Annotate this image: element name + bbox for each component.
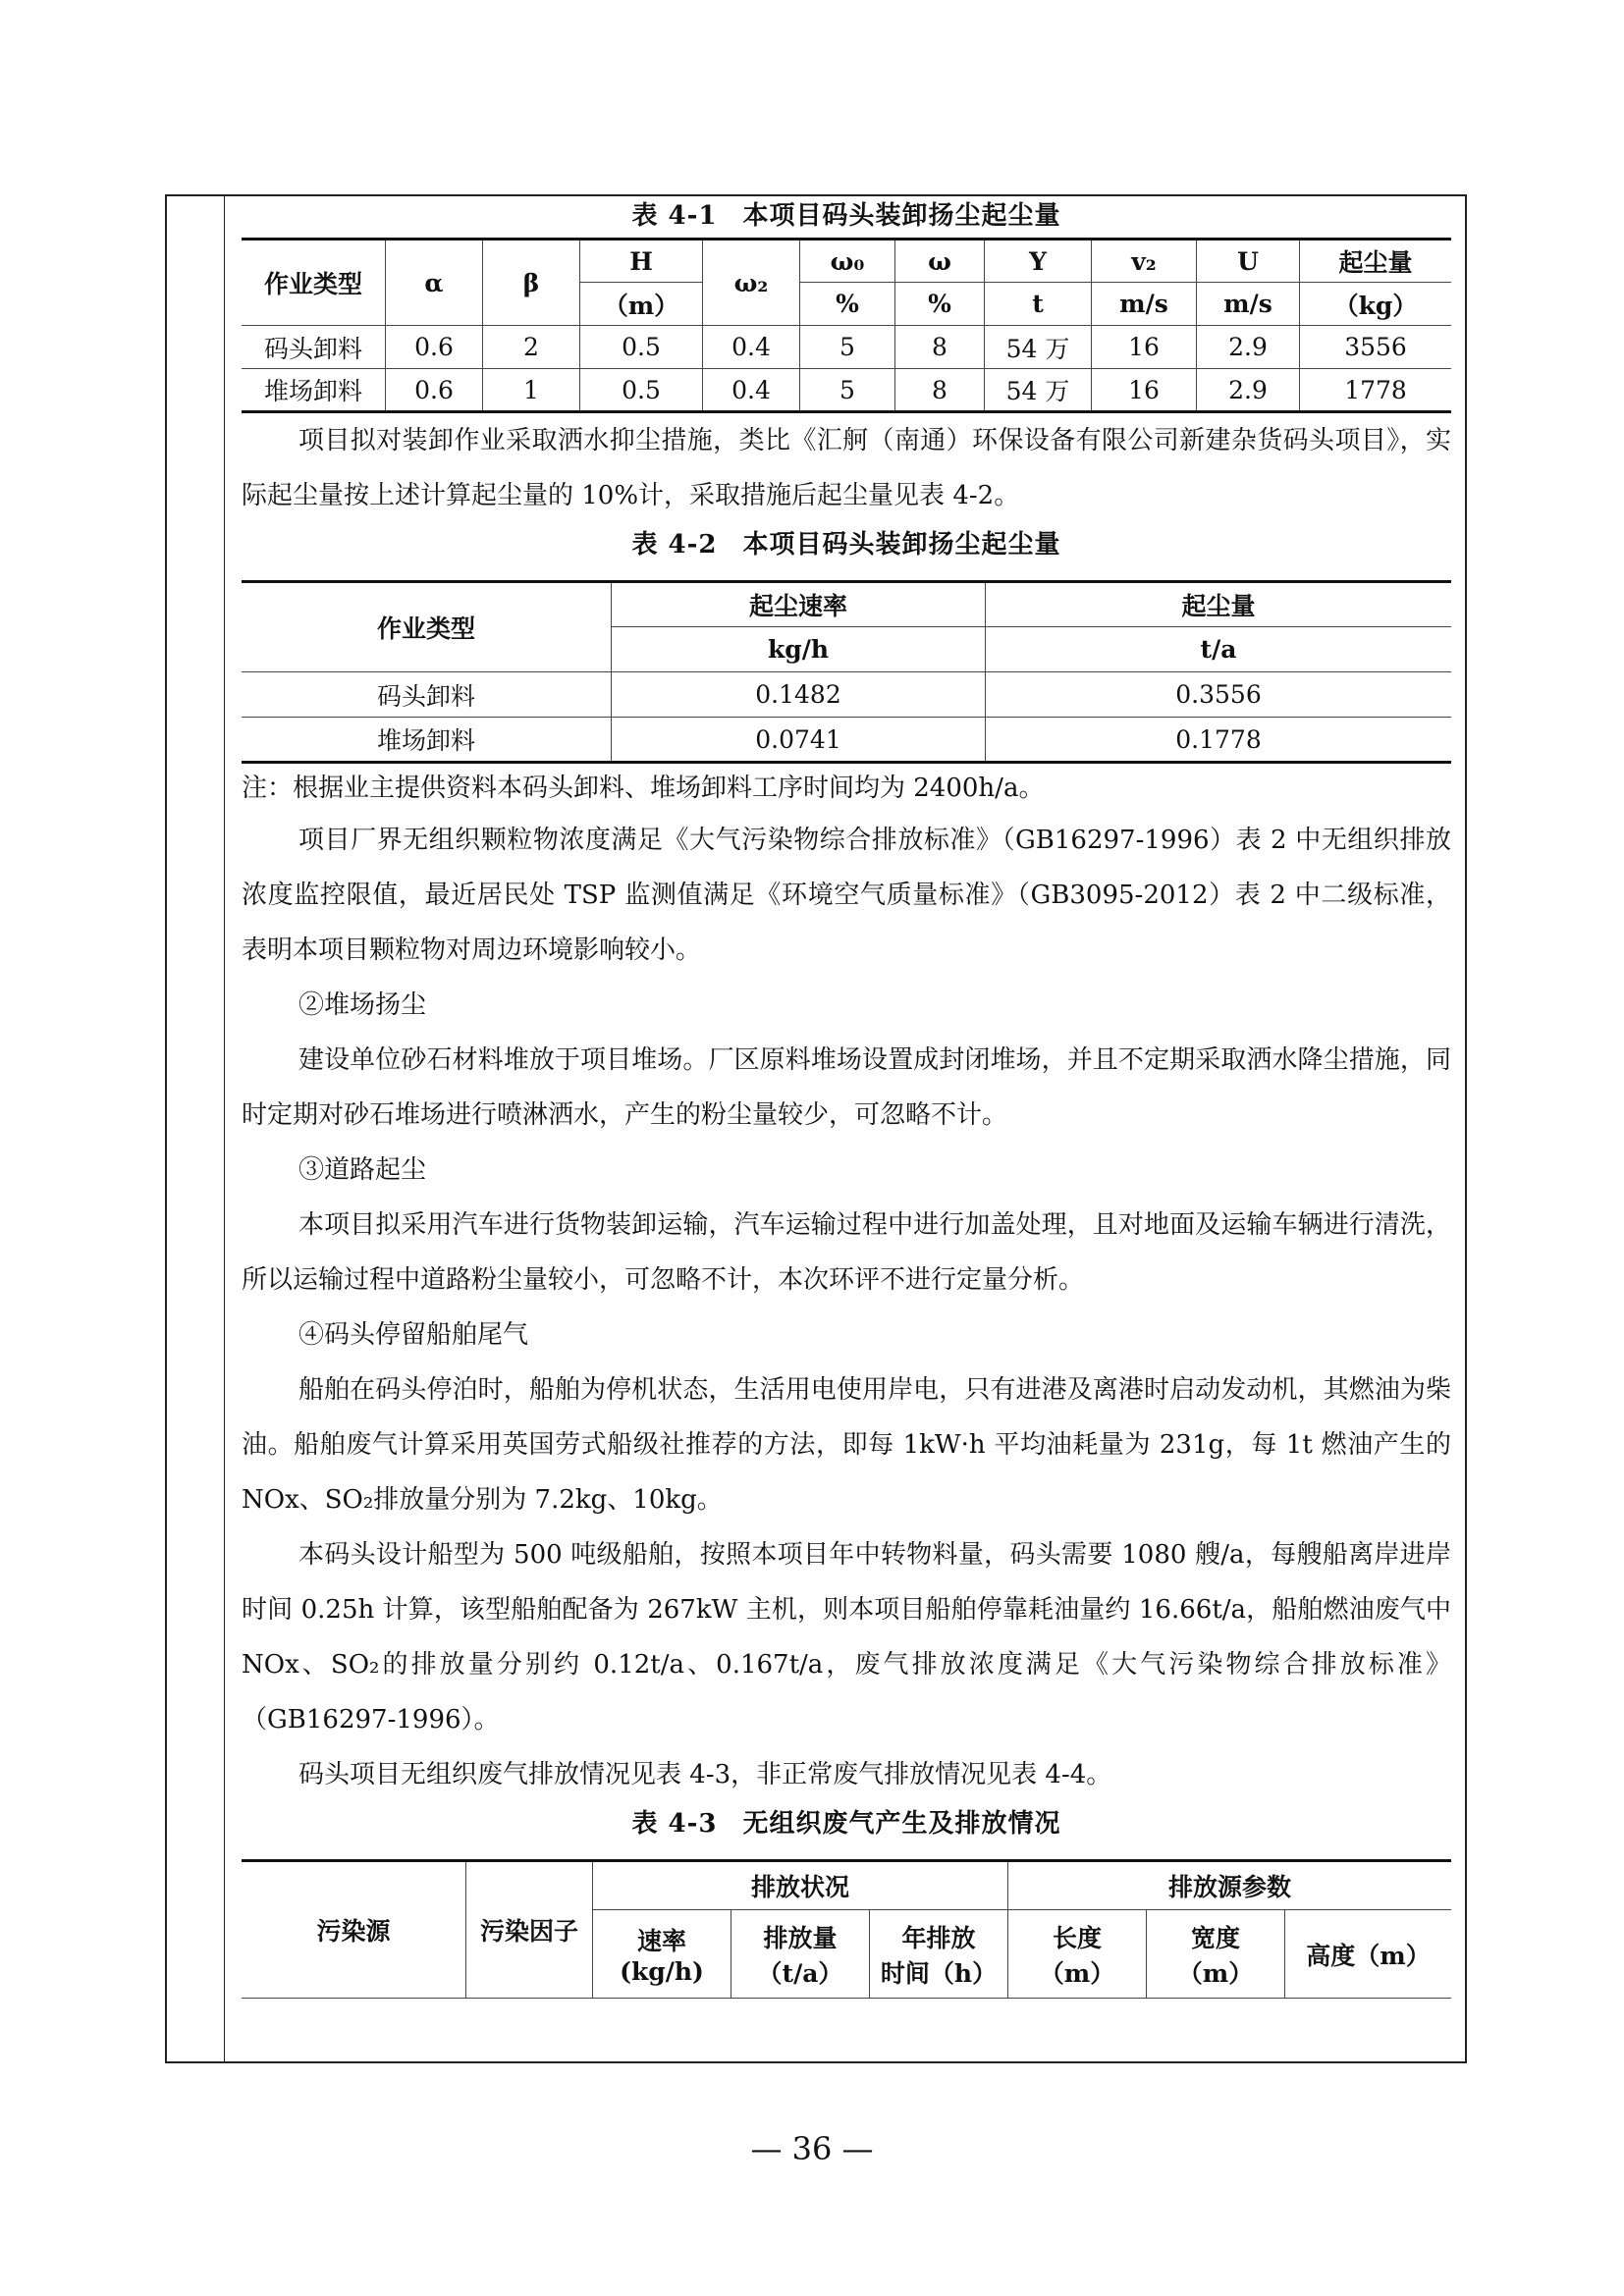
t3-h-emission-status: 排放状况 xyxy=(593,1861,1008,1910)
paragraph-1: 项目拟对装卸作业采取洒水抑尘措施，类比《汇舸（南通）环保设备有限公司新建杂货码头项目》，实际起尘量按上述计算起尘量的 10%计，采取措施后起尘量见表 4-2。 xyxy=(242,426,1451,510)
table-cell: 16 xyxy=(1092,369,1197,412)
section-heading-yard-dust: ②堆场扬尘 xyxy=(298,990,427,1020)
t3-h-factor: 污染因子 xyxy=(466,1861,593,1999)
table3 xyxy=(242,1859,1451,1999)
table-row xyxy=(242,718,1451,763)
table-cell: 5 xyxy=(800,326,895,369)
paragraph-5: 船舶在码头停泊时，船舶为停机状态，生活用电使用岸电，只有进港及离港时启动发动机，其燃油为柴油。船舶废气计算采用英国劳式船级社推荐的方法，即每 1kW·h 平均油耗量为 231g，每 1t 燃油产生的 NOx、SO₂排放量分别为 7.2kg、10kg。 xyxy=(242,1375,1451,1515)
table-cell: 0.0741 xyxy=(612,718,986,763)
table-cell: 0.4 xyxy=(703,369,800,412)
table-cell: 1 xyxy=(483,369,580,412)
table-cell: 16 xyxy=(1092,326,1197,369)
t1-h-w2: ω₂ xyxy=(703,240,800,326)
paragraph-2: 项目厂界无组织颗粒物浓度满足《大气污染物综合排放标准》（GB16297-1996）表 2 中无组织排放浓度监控限值，最近居民处 TSP 监测值满足《环境空气质量标准》（GB3095-2012）表 2 中二级标准，表明本项目颗粒物对周边环境影响较小。 xyxy=(242,826,1451,965)
table-cell: 54 万 xyxy=(985,326,1092,369)
t2-h-amount: 起尘量 xyxy=(986,582,1452,627)
t1-h-v2-unit: m/s xyxy=(1092,283,1197,326)
table-cell: 0.1482 xyxy=(612,672,986,718)
table-cell: 0.5 xyxy=(580,369,703,412)
t3-h-amount-unit: （t/a） xyxy=(757,1958,843,1988)
t3-h-width xyxy=(1147,1910,1285,1999)
table-cell: 0.6 xyxy=(386,326,483,369)
table-cell: 0.6 xyxy=(386,369,483,412)
t3-h-annual-time-label: 年排放 xyxy=(901,1923,976,1952)
table-cell: 1778 xyxy=(1300,369,1452,412)
t1-h-w0: ω₀ xyxy=(800,240,895,283)
t1-h-Y-unit: t xyxy=(985,283,1092,326)
paragraph-4: 本项目拟采用汽车进行货物装卸运输，汽车运输过程中进行加盖处理，且对地面及运输车辆进行清洗，所以运输过程中道路粉尘量较小，可忽略不计，本次环评不进行定量分析。 xyxy=(242,1210,1451,1295)
t2-h-type: 作业类型 xyxy=(242,582,612,672)
left-margin-column xyxy=(224,194,225,2063)
table-cell: 堆场卸料 xyxy=(242,718,612,763)
t3-h-length-label: 长度 xyxy=(1052,1923,1102,1952)
table2-note: 注：根据业主提供资料本码头卸料、堆场卸料工序时间均为 2400h/a。 xyxy=(242,774,1045,803)
t1-h-dust: 起尘量 xyxy=(1300,240,1452,283)
t3-h-source-params: 排放源参数 xyxy=(1008,1861,1452,1910)
page-number: — 36 — xyxy=(750,2130,874,2167)
table-cell: 0.1778 xyxy=(986,718,1452,763)
table3-title: 无组织废气产生及排放情况 xyxy=(742,1809,1061,1839)
table-row xyxy=(242,326,1451,369)
table1-number: 表 4-1 xyxy=(631,201,718,231)
t3-h-rate xyxy=(593,1910,731,1999)
table2-title: 本项目码头装卸扬尘起尘量 xyxy=(742,530,1061,560)
table-cell: 2 xyxy=(483,326,580,369)
table-cell: 码头卸料 xyxy=(242,326,386,369)
t1-h-H: H xyxy=(580,240,703,283)
table-cell: 5 xyxy=(800,369,895,412)
t1-h-alpha: α xyxy=(386,240,483,326)
t3-h-width-unit: （m） xyxy=(1177,1958,1254,1988)
t3-h-annual-time-unit: 时间（h） xyxy=(880,1958,998,1988)
t3-h-annual-time xyxy=(870,1910,1008,1999)
t2-h-rate: 起尘速率 xyxy=(612,582,986,627)
table2-number: 表 4-2 xyxy=(631,530,718,560)
table-cell: 码头卸料 xyxy=(242,672,612,718)
table-cell: 0.4 xyxy=(703,326,800,369)
table3-caption xyxy=(242,1802,1451,1845)
t2-h-amount-unit: t/a xyxy=(986,627,1452,672)
table1-caption xyxy=(242,194,1451,238)
table2-caption xyxy=(242,523,1451,566)
t3-h-rate-label: 速率 xyxy=(636,1927,686,1955)
t1-h-H-unit: （m） xyxy=(580,283,703,326)
table-cell: 2.9 xyxy=(1197,369,1300,412)
t3-h-amount xyxy=(731,1910,870,1999)
table1 xyxy=(242,238,1451,413)
page-content xyxy=(242,194,1451,1999)
table-row xyxy=(242,369,1451,412)
t3-h-length xyxy=(1008,1910,1147,1999)
t1-h-w-unit: % xyxy=(895,283,985,326)
table-cell: 3556 xyxy=(1300,326,1452,369)
table-cell: 54 万 xyxy=(985,369,1092,412)
t1-h-U-unit: m/s xyxy=(1197,283,1300,326)
t1-h-U: U xyxy=(1197,240,1300,283)
t3-h-amount-label: 排放量 xyxy=(763,1923,838,1952)
table2 xyxy=(242,580,1451,764)
t2-h-rate-unit: kg/h xyxy=(612,627,986,672)
t3-h-source: 污染源 xyxy=(242,1861,466,1999)
paragraph-7: 码头项目无组织废气排放情况见表 4-3，非正常废气排放情况见表 4-4。 xyxy=(298,1760,1112,1789)
section-heading-road-dust: ③道路起尘 xyxy=(298,1155,427,1185)
t1-h-dust-unit: （kg） xyxy=(1300,283,1452,326)
t1-h-beta: β xyxy=(483,240,580,326)
t1-h-type: 作业类型 xyxy=(242,240,386,326)
table3-number: 表 4-3 xyxy=(631,1809,718,1839)
t1-h-w: ω xyxy=(895,240,985,283)
t3-h-rate-unit: (kg/h) xyxy=(620,1957,704,1986)
t1-h-Y: Y xyxy=(985,240,1092,283)
table-cell: 8 xyxy=(895,369,985,412)
table-cell: 0.5 xyxy=(580,326,703,369)
paragraph-3: 建设单位砂石材料堆放于项目堆场。厂区原料堆场设置成封闭堆场，并且不定期采取洒水降尘措施，同时定期对砂石堆场进行喷淋洒水，产生的粉尘量较少，可忽略不计。 xyxy=(242,1045,1451,1130)
t3-h-height: 高度（m） xyxy=(1285,1910,1452,1999)
table-cell: 0.3556 xyxy=(986,672,1452,718)
paragraph-6: 本码头设计船型为 500 吨级船舶，按照本项目年中转物料量，码头需要 1080 艘/a，每艘船离岸进岸时间 0.25h 计算，该型船舶配备为 267kW 主机，则本项目船舶停靠耗油量约 16.66t/a，船舶燃油废气中 NOx、SO₂的排放量分别约 0.12t/a、0.167t/a，废气排放浓度满足《大气污染物综合排放标准》（GB16297-1996）。 xyxy=(242,1540,1451,1735)
t3-h-length-unit: （m） xyxy=(1039,1958,1115,1988)
section-heading-ship-exhaust: ④码头停留船舶尾气 xyxy=(298,1320,529,1350)
table-cell: 堆场卸料 xyxy=(242,369,386,412)
t1-h-v2: v₂ xyxy=(1092,240,1197,283)
table-row xyxy=(242,672,1451,718)
t3-h-width-label: 宽度 xyxy=(1190,1923,1240,1952)
table-cell: 2.9 xyxy=(1197,326,1300,369)
table1-title: 本项目码头装卸扬尘起尘量 xyxy=(742,201,1061,231)
table-cell: 8 xyxy=(895,326,985,369)
t1-h-w0-unit: % xyxy=(800,283,895,326)
